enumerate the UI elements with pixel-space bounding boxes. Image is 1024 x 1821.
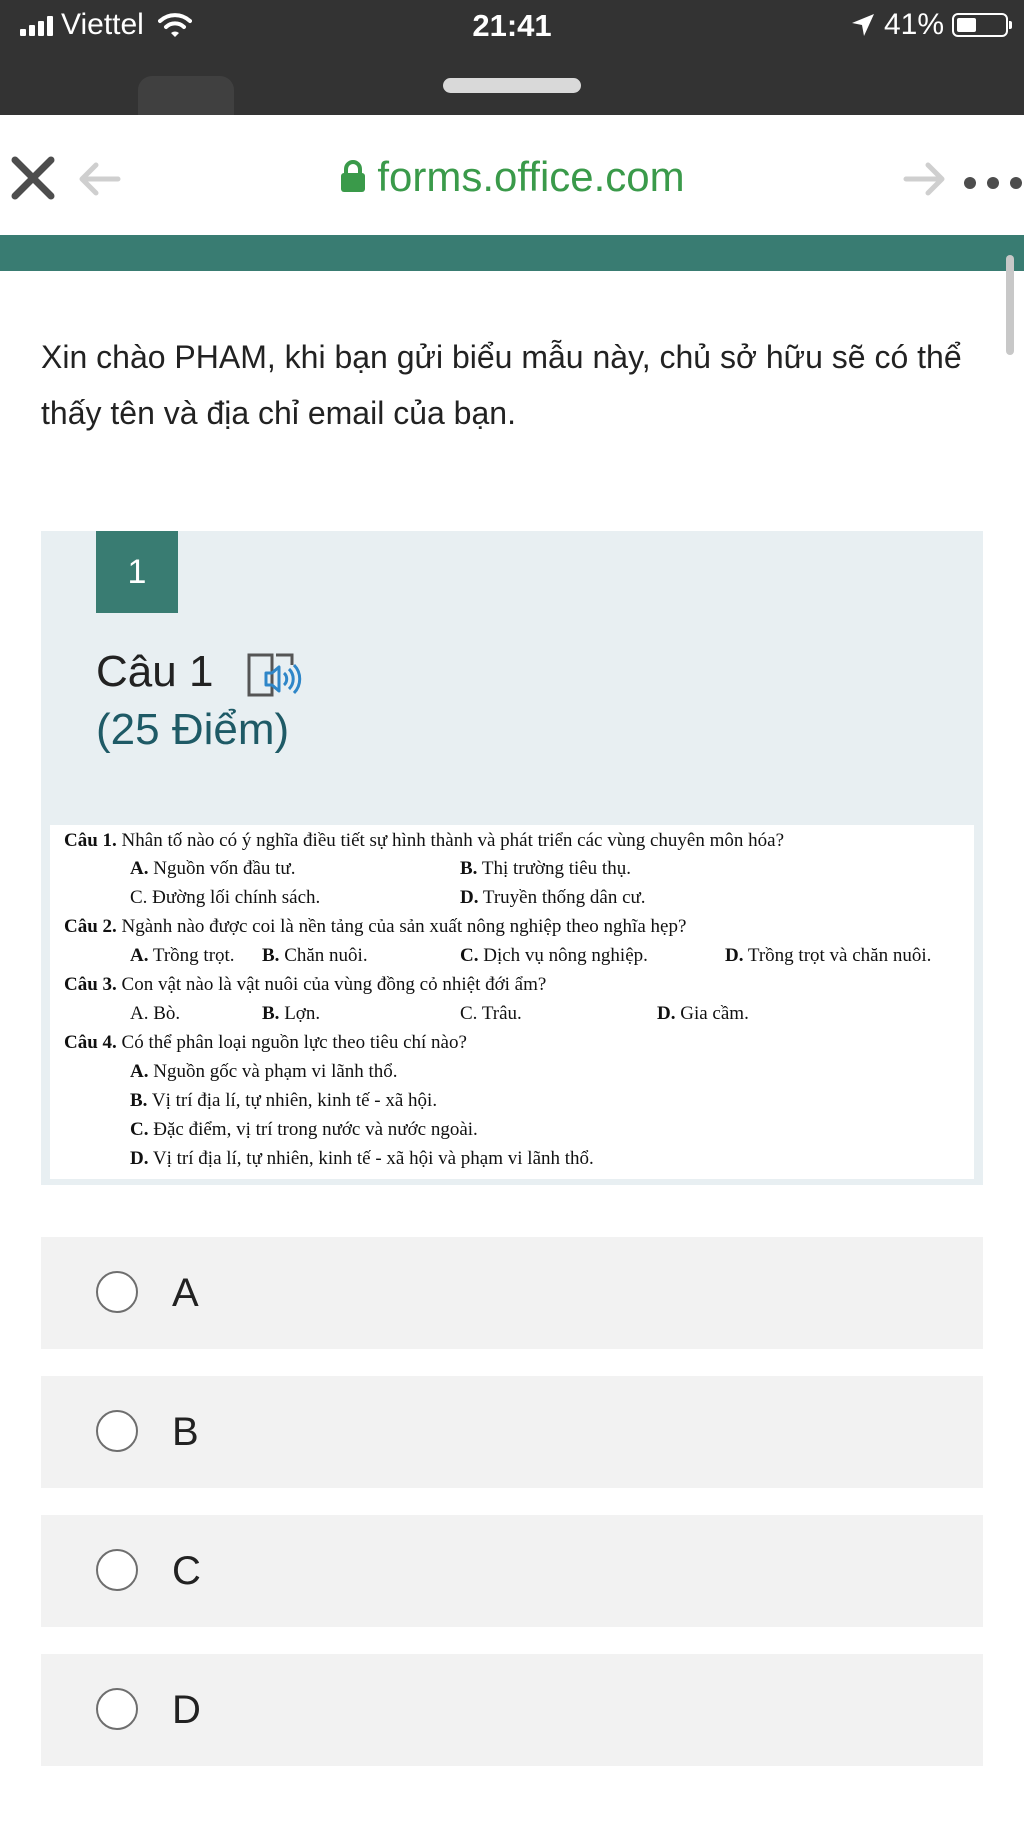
battery-icon: [952, 13, 1008, 37]
carrier-name: Viettel: [61, 8, 144, 41]
option-a[interactable]: [41, 1237, 983, 1349]
radio-button[interactable]: [96, 1271, 138, 1313]
q2-option-d: D. Trồng trọt và chăn nuôi.: [725, 945, 932, 966]
q2-option-b: B. Chăn nuôi.: [262, 945, 368, 966]
q4-line: Câu 4. Có thể phân loại nguồn lực theo tiêu chí nào?: [64, 1032, 467, 1053]
form-header-band: [0, 235, 1024, 271]
battery-percent: 41%: [883, 8, 944, 41]
q1-line: Câu 1. Nhân tố nào có ý nghĩa điều tiết sự hình thành và phát triển các vùng chuyên môn hóa?: [64, 830, 784, 851]
option-d[interactable]: [41, 1654, 983, 1766]
status-right: [850, 8, 1008, 42]
browser-toolbar: [0, 115, 1024, 235]
question-title: Câu 1: [96, 647, 214, 696]
option-label: A: [172, 1271, 199, 1315]
forward-arrow-icon[interactable]: [902, 159, 948, 199]
q4-option-a: A. Nguồn gốc và phạm vi lãnh thổ.: [130, 1061, 398, 1082]
radio-button[interactable]: [96, 1549, 138, 1591]
q2-line: Câu 2. Ngành nào được coi là nền tảng của sản xuất nông nghiệp theo nghĩa hẹp?: [64, 916, 687, 937]
q3-line: Câu 3. Con vật nào là vật nuôi của vùng đồng cỏ nhiệt đới ẩm?: [64, 974, 547, 995]
question-card: [41, 531, 983, 1185]
clock: 21:41: [472, 8, 552, 43]
scrollbar[interactable]: [1006, 255, 1014, 355]
option-label: C: [172, 1549, 201, 1593]
option-c[interactable]: [41, 1515, 983, 1627]
q2-option-a: A. Trồng trọt.: [130, 945, 235, 966]
sheet-grabber[interactable]: [443, 78, 581, 93]
q1-option-a: A. Nguồn vốn đầu tư.: [130, 858, 296, 879]
q3-option-c: C. Trâu.: [460, 1003, 522, 1024]
lock-icon: [339, 159, 367, 193]
q3-option-d: D. Gia cầm.: [657, 1003, 749, 1024]
q4-option-d: D. Vị trí địa lí, tự nhiên, kinh tế - xã hội và phạm vi lãnh thổ.: [130, 1148, 594, 1169]
location-arrow-icon: [850, 12, 876, 38]
address-bar[interactable]: [0, 153, 1024, 201]
option-label: B: [172, 1410, 199, 1454]
q1-option-b: B. Thị trường tiêu thụ.: [460, 858, 631, 879]
immersive-reader-icon[interactable]: [246, 651, 304, 701]
q1-option-d: D. Truyền thống dân cư.: [460, 887, 646, 908]
question-image: [50, 825, 974, 1179]
q1-option-c: C. Đường lối chính sách.: [130, 887, 321, 908]
more-options-icon[interactable]: [962, 175, 1024, 191]
q3-option-a: A. Bò.: [130, 1003, 181, 1024]
q2-option-c: C. Dịch vụ nông nghiệp.: [460, 945, 648, 966]
radio-button[interactable]: [96, 1688, 138, 1730]
browser-sheet: [0, 115, 1024, 1821]
status-bar: [0, 0, 1024, 115]
q4-option-b: B. Vị trí địa lí, tự nhiên, kinh tế - xã hội.: [130, 1090, 438, 1111]
url-text: forms.office.com: [377, 153, 685, 200]
option-label: D: [172, 1688, 201, 1732]
option-b[interactable]: [41, 1376, 983, 1488]
q4-option-c: C. Đặc điểm, vị trí trong nước và nước ngoài.: [130, 1119, 478, 1140]
question-points: (25 Điểm): [96, 705, 290, 754]
privacy-notice: Xin chào PHAM, khi bạn gửi biểu mẫu này, chủ sở hữu sẽ có thể thấy tên và địa chỉ email của bạn.: [41, 339, 962, 431]
q3-option-b: B. Lợn.: [262, 1003, 321, 1024]
question-number-badge: 1: [96, 531, 178, 613]
radio-button[interactable]: [96, 1410, 138, 1452]
